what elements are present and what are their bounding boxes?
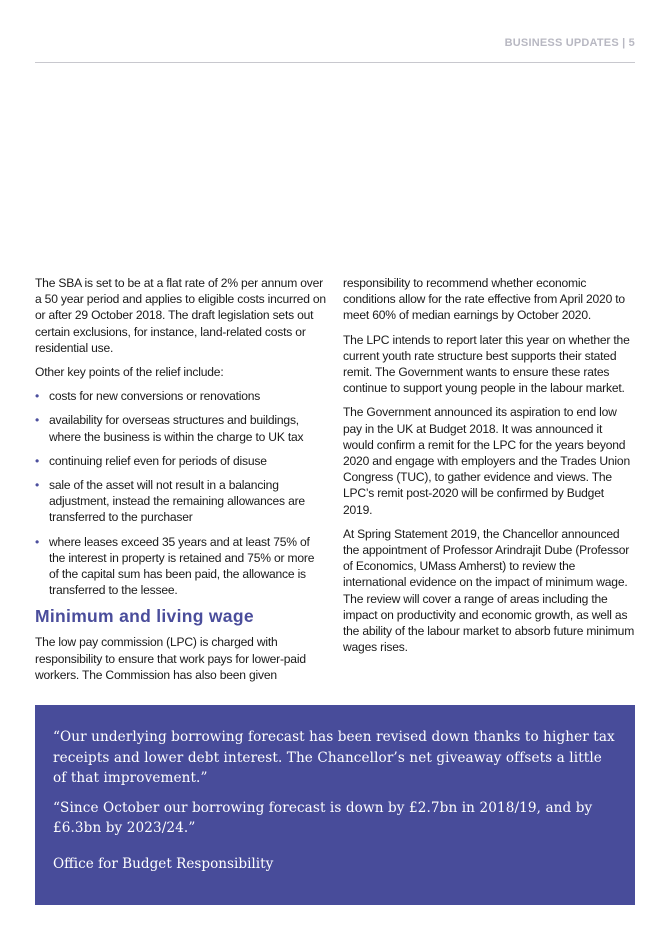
list-item: • continuing relief even for periods of disuse [35, 453, 327, 469]
list-item: • costs for new conversions or renovations [35, 388, 327, 404]
key-points-intro: Other key points of the relief include: [35, 365, 224, 380]
body-paragraph: At Spring Statement 2019, the Chancellor announced the appointment of Professor Arindrajit Dube (Professor of Economics, UMass Amherst) to review the international evidence on the impact of minimum wage. The review will cover a range of areas including the impact on productivity and economic growth, as well as the ability of the labour market to absorb future minimum wages rises. [343, 526, 635, 655]
running-header: BUSINESS UPDATES | 5 [504, 37, 635, 49]
right-column [343, 275, 635, 663]
body-paragraph: responsibility to recommend whether economic conditions allow for the rate effective from April 2020 to meet 60% of median earnings by October 2020. [343, 276, 625, 323]
pull-quote: “Since October our borrowing forecast is down by £2.7bn in 2018/19, and by £6.3bn by 2023/24.” [53, 799, 593, 836]
key-points-list [35, 388, 327, 598]
body-paragraph: The Government announced its aspiration to end low pay in the UK at Budget 2018. It was announced it would confirm a remit for the LPC for the years beyond 2020 and engage with employers and the Trades Union Congress (TUC), to gather evidence and views. The LPC’s remit post-2020 will be confirmed by Budget 2019. [343, 405, 630, 517]
intro-paragraph: The SBA is set to be at a flat rate of 2% per annum over a 50 year period and applies to eligible costs incurred on or after 29 October 2018. The draft legislation sets out certain exclusions, for instance, land-related costs or residential use. [35, 276, 326, 355]
quote-attribution: Office for Budget Responsibility [53, 855, 274, 872]
pull-quote: “Our underlying borrowing forecast has been revised down thanks to higher tax receipts and lower debt interest. The Chancellor’s net giveaway offsets a little of that improvement.” [53, 729, 615, 786]
header-divider [35, 62, 635, 63]
body-paragraph: The LPC intends to report later this year on whether the current youth rate structure best supports their stated remit. The Government wants to ensure these rates continue to support young people in the labour market. [343, 332, 630, 396]
left-column [35, 275, 327, 691]
list-item: • sale of the asset will not result in a balancing adjustment, instead the remaining allowances are transferred to the purchaser [35, 477, 327, 526]
list-item: • where leases exceed 35 years and at least 75% of the interest in property is retained and 75% or more of the capital sum has been paid, the allowance is transferred to the lessee. [35, 534, 327, 599]
pull-quote-box [35, 705, 635, 905]
list-item: • availability for overseas structures and buildings, where the business is within the charge to UK tax [35, 412, 327, 444]
section-paragraph: The low pay commission (LPC) is charged with responsibility to ensure that work pays for lower-paid workers. The Commission has also been given [35, 635, 306, 682]
section-heading: Minimum and living wage [35, 606, 254, 627]
